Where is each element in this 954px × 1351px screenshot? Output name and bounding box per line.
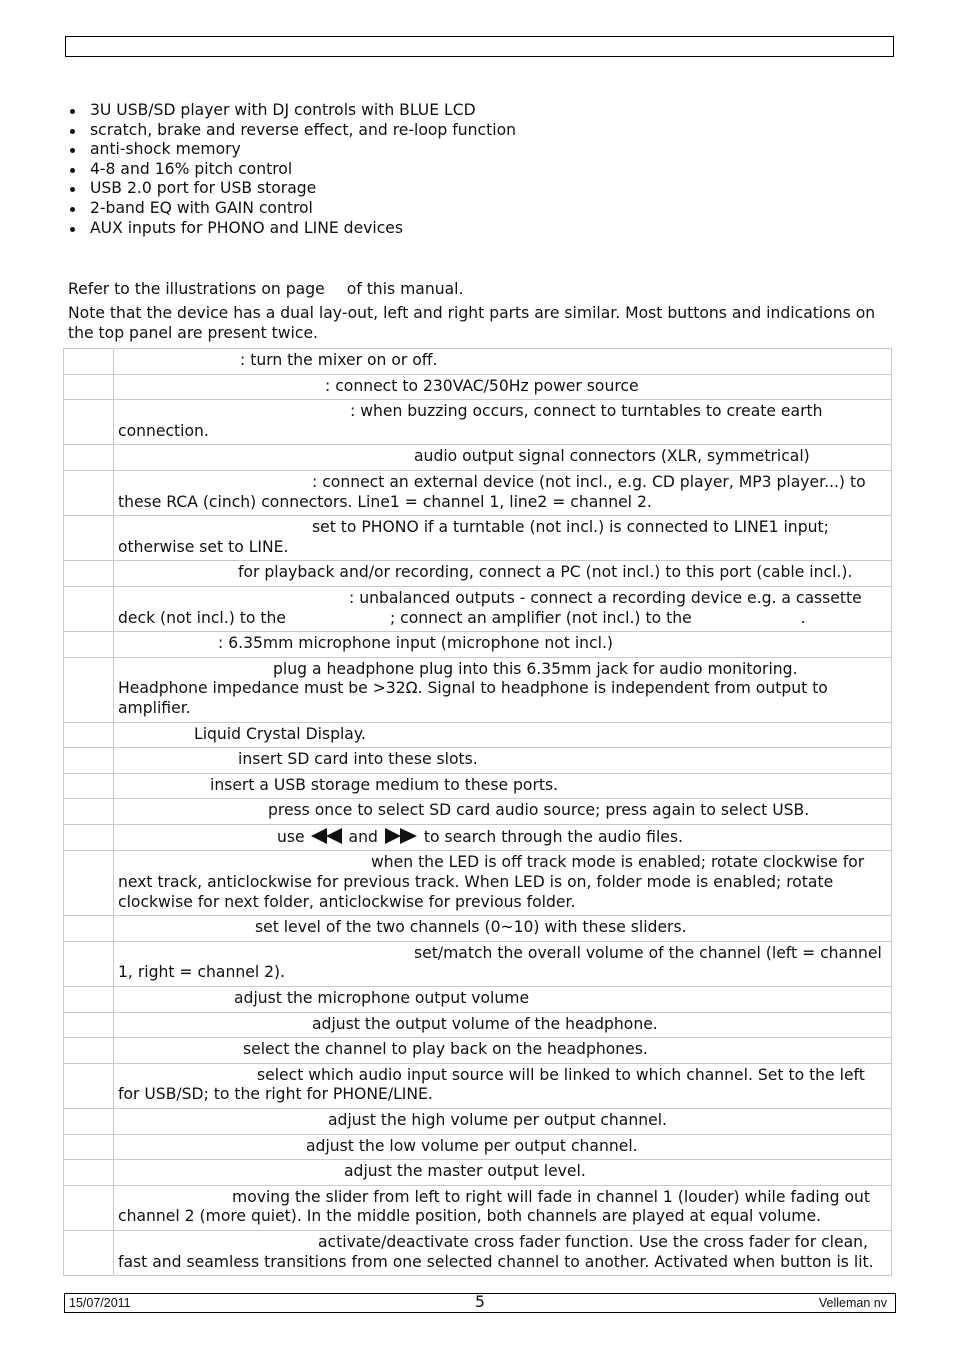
row-number-cell [64, 1063, 114, 1108]
table-row [64, 445, 892, 471]
row-description: when the LED is off track mode is enabled; rotate clockwise for next track, anticlockwise for previous track. When LED is on, folder mode is enabled; rotate clockwise for next folder, anticlockwise for previous folder. [114, 851, 892, 916]
table-row [64, 1012, 892, 1038]
bullet-icon [70, 148, 75, 153]
list-item: AUX inputs for PHONO and LINE devices [68, 219, 516, 239]
table-row [64, 349, 892, 375]
feature-list [68, 101, 516, 238]
row-description: : connect to 230VAC/50Hz power source [114, 374, 892, 400]
row-description: adjust the high volume per output channel. [114, 1109, 892, 1135]
row-description: audio output signal connectors (XLR, symmetrical) [114, 445, 892, 471]
table-row [64, 1038, 892, 1064]
row-description: moving the slider from left to right will fade in channel 1 (louder) while fading out channel 2 (more quiet). In the middle position, both channels are played at equal volume. [114, 1185, 892, 1230]
table-row [64, 773, 892, 799]
table-row [64, 1109, 892, 1135]
row-description: select which audio input source will be linked to which channel. Set to the left for USB/SD; to the right for PHONE/LINE. [114, 1063, 892, 1108]
fast-forward-icon [383, 827, 419, 845]
row-description: : unbalanced outputs - connect a recording device e.g. a cassette deck (not incl.) to the ; connect an amplifier (not incl.) to the . [114, 586, 892, 631]
table-row [64, 851, 892, 916]
row-number-cell [64, 1134, 114, 1160]
row-description: Liquid Crystal Display. [114, 722, 892, 748]
list-item: 3U USB/SD player with DJ controls with BLUE LCD [68, 101, 516, 121]
row-description: adjust the output volume of the headphone. [114, 1012, 892, 1038]
footer-date: 15/07/2011 [69, 1296, 131, 1310]
table-row [64, 632, 892, 658]
row-description: set to PHONO if a turntable (not incl.) is connected to LINE1 input; otherwise set to LINE. [114, 516, 892, 561]
list-item: USB 2.0 port for USB storage [68, 179, 516, 199]
parts-table [63, 348, 892, 1276]
table-row [64, 561, 892, 587]
table-row [64, 1230, 892, 1275]
row-number-cell [64, 1038, 114, 1064]
row-number-cell [64, 722, 114, 748]
row-description: : connect an external device (not incl., e.g. CD player, MP3 player...) to these RCA (cinch) connectors. Line1 = channel 1, line2 = channel 2. [114, 470, 892, 515]
row-description: plug a headphone plug into this 6.35mm jack for audio monitoring. Headphone impedance must be >32Ω. Signal to headphone is independent from output to amplifier. [114, 657, 892, 722]
row-description: adjust the microphone output volume [114, 987, 892, 1013]
row-number-cell [64, 1230, 114, 1275]
row-number-cell [64, 1160, 114, 1186]
table-row [64, 470, 892, 515]
table-row [64, 1063, 892, 1108]
row-description: insert SD card into these slots. [114, 748, 892, 774]
row-description: adjust the master output level. [114, 1160, 892, 1186]
bullet-icon [70, 109, 75, 114]
row-description: : when buzzing occurs, connect to turntables to create earth connection. [114, 400, 892, 445]
row-description: use and to search through the audio files. [114, 824, 892, 851]
table-row [64, 400, 892, 445]
bullet-icon [70, 187, 75, 192]
row-number-cell [64, 516, 114, 561]
intro-note: Note that the device has a dual lay-out, left and right parts are similar. Most buttons and indications on the top panel are present twice. [68, 304, 876, 342]
bullet-icon [70, 129, 75, 134]
list-item: 2-band EQ with GAIN control [68, 199, 516, 219]
row-number-cell [64, 916, 114, 942]
row-description: activate/deactivate cross fader function. Use the cross fader for clean, fast and seamless transitions from one selected channel to another. Activated when button is lit. [114, 1230, 892, 1275]
row-number-cell [64, 773, 114, 799]
table-row [64, 916, 892, 942]
row-description: : 6.35mm microphone input (microphone not incl.) [114, 632, 892, 658]
footer [64, 1293, 896, 1313]
row-description: for playback and/or recording, connect a PC (not incl.) to this port (cable incl.). [114, 561, 892, 587]
page-number: 5 [475, 1293, 485, 1311]
row-description: select the channel to play back on the headphones. [114, 1038, 892, 1064]
table-row [64, 722, 892, 748]
table-row [64, 1185, 892, 1230]
table-row [64, 748, 892, 774]
row-number-cell [64, 799, 114, 825]
row-number-cell [64, 374, 114, 400]
bullet-icon [70, 207, 75, 212]
row-number-cell [64, 349, 114, 375]
row-number-cell [64, 824, 114, 851]
row-description: set level of the two channels (0~10) with these sliders. [114, 916, 892, 942]
row-number-cell [64, 657, 114, 722]
row-number-cell [64, 851, 114, 916]
bullet-icon [70, 227, 75, 232]
row-number-cell [64, 632, 114, 658]
row-description: insert a USB storage medium to these ports. [114, 773, 892, 799]
row-number-cell [64, 400, 114, 445]
row-number-cell [64, 987, 114, 1013]
table-row [64, 516, 892, 561]
header-box [65, 36, 894, 57]
table-row [64, 586, 892, 631]
row-description: : turn the mixer on or off. [114, 349, 892, 375]
table-row [64, 1134, 892, 1160]
row-description: press once to select SD card audio source; press again to select USB. [114, 799, 892, 825]
row-number-cell [64, 445, 114, 471]
table-row [64, 657, 892, 722]
list-item: anti-shock memory [68, 140, 516, 160]
table-row [64, 799, 892, 825]
row-number-cell [64, 586, 114, 631]
row-number-cell [64, 1012, 114, 1038]
row-number-cell [64, 1109, 114, 1135]
footer-company: Velleman nv [818, 1296, 887, 1310]
row-number-cell [64, 941, 114, 986]
row-description: set/match the overall volume of the channel (left = channel 1, right = channel 2). [114, 941, 892, 986]
table-row [64, 941, 892, 986]
rewind-icon [310, 827, 344, 845]
row-number-cell [64, 470, 114, 515]
list-item: 4-8 and 16% pitch control [68, 160, 516, 180]
table-row [64, 824, 892, 851]
intro-paragraph: Refer to the illustrations on page of this manual. [68, 280, 464, 298]
list-item: scratch, brake and reverse effect, and re-loop function [68, 121, 516, 141]
table-row [64, 374, 892, 400]
table-row [64, 1160, 892, 1186]
row-number-cell [64, 748, 114, 774]
row-description: adjust the low volume per output channel. [114, 1134, 892, 1160]
row-number-cell [64, 1185, 114, 1230]
table-row [64, 987, 892, 1013]
bullet-icon [70, 168, 75, 173]
row-number-cell [64, 561, 114, 587]
